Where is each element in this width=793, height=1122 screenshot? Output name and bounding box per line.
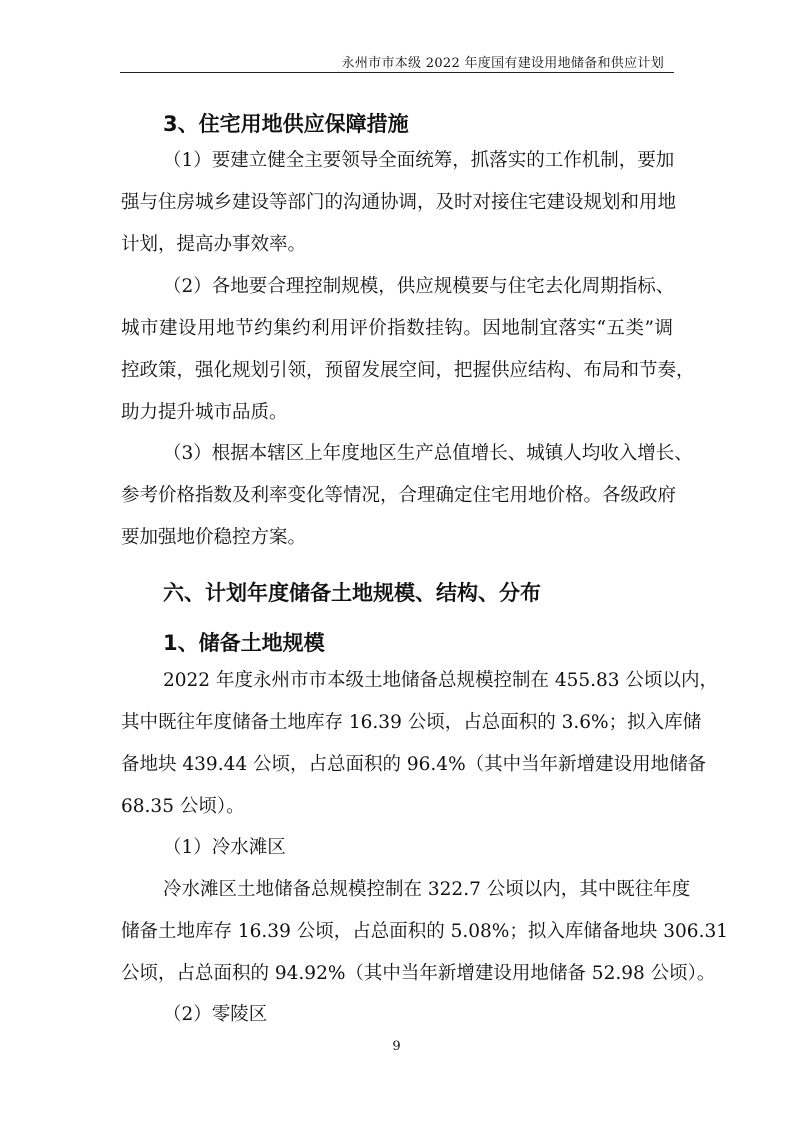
paragraph-line: 2022 年度永州市市本级土地储备总规模控制在 455.83 公顷以内，	[163, 670, 718, 691]
paragraph-line: 助力提升城市品质。	[121, 402, 288, 423]
paragraph-line: （2）各地要合理控制规模，供应规模要与住宅去化周期指标、	[163, 276, 675, 297]
paragraph-line: 冷水滩区土地储备总规模控制在 322.7 公顷以内，其中既往年度	[163, 879, 691, 900]
page-number: 9	[392, 1039, 401, 1054]
paragraph-line: 备地块 439.44 公顷，占总面积的 96.4%（其中当年新增建设用地储备	[121, 754, 707, 775]
paragraph-line: （1）要建立健全主要领导全面统筹，抓落实的工作机制，要加	[163, 150, 675, 171]
district-label-lingling: （2）零陵区	[163, 1004, 268, 1025]
header-divider	[120, 72, 674, 73]
paragraph-line: 计划，提高办事效率。	[121, 234, 307, 255]
heading-reserve-plan: 六、计划年度储备土地规模、结构、分布	[163, 581, 541, 605]
paragraph-line: 68.35 公顷）。	[121, 796, 245, 817]
paragraph-line: （3）根据本辖区上年度地区生产总值增长、城镇人均收入增长、	[163, 443, 693, 464]
heading-housing-measures: 3、住宅用地供应保障措施	[163, 112, 409, 136]
paragraph-line: 其中既往年度储备土地库存 16.39 公顷，占总面积的 3.6%；拟入库储	[121, 712, 702, 733]
paragraph-line: 控政策，强化规划引领，预留发展空间，把握供应结构、布局和节奏，	[121, 360, 695, 381]
paragraph-line: 强与住房城乡建设等部门的沟通协调，及时对接住宅建设规划和用地	[121, 192, 677, 213]
paragraph-line: 要加强地价稳控方案。	[121, 527, 307, 548]
paragraph-line: 储备土地库存 16.39 公顷，占总面积的 5.08%；拟入库储备地块 306.31	[121, 921, 728, 942]
district-label-lengshuitan: （1）冷水滩区	[163, 837, 286, 858]
paragraph-line: 公顷，占总面积的 94.92%（其中当年新增建设用地储备 52.98 公顷）。	[121, 963, 716, 984]
paragraph-line: 城市建设用地节约集约利用评价指数挂钩。因地制宜落实“五类”调	[121, 318, 673, 339]
heading-reserve-scale: 1、储备土地规模	[163, 631, 325, 655]
paragraph-line: 参考价格指数及利率变化等情况，合理确定住宅用地价格。各级政府	[121, 485, 677, 506]
running-header: 永州市市本级 2022 年度国有建设用地储备和供应计划	[341, 56, 664, 71]
